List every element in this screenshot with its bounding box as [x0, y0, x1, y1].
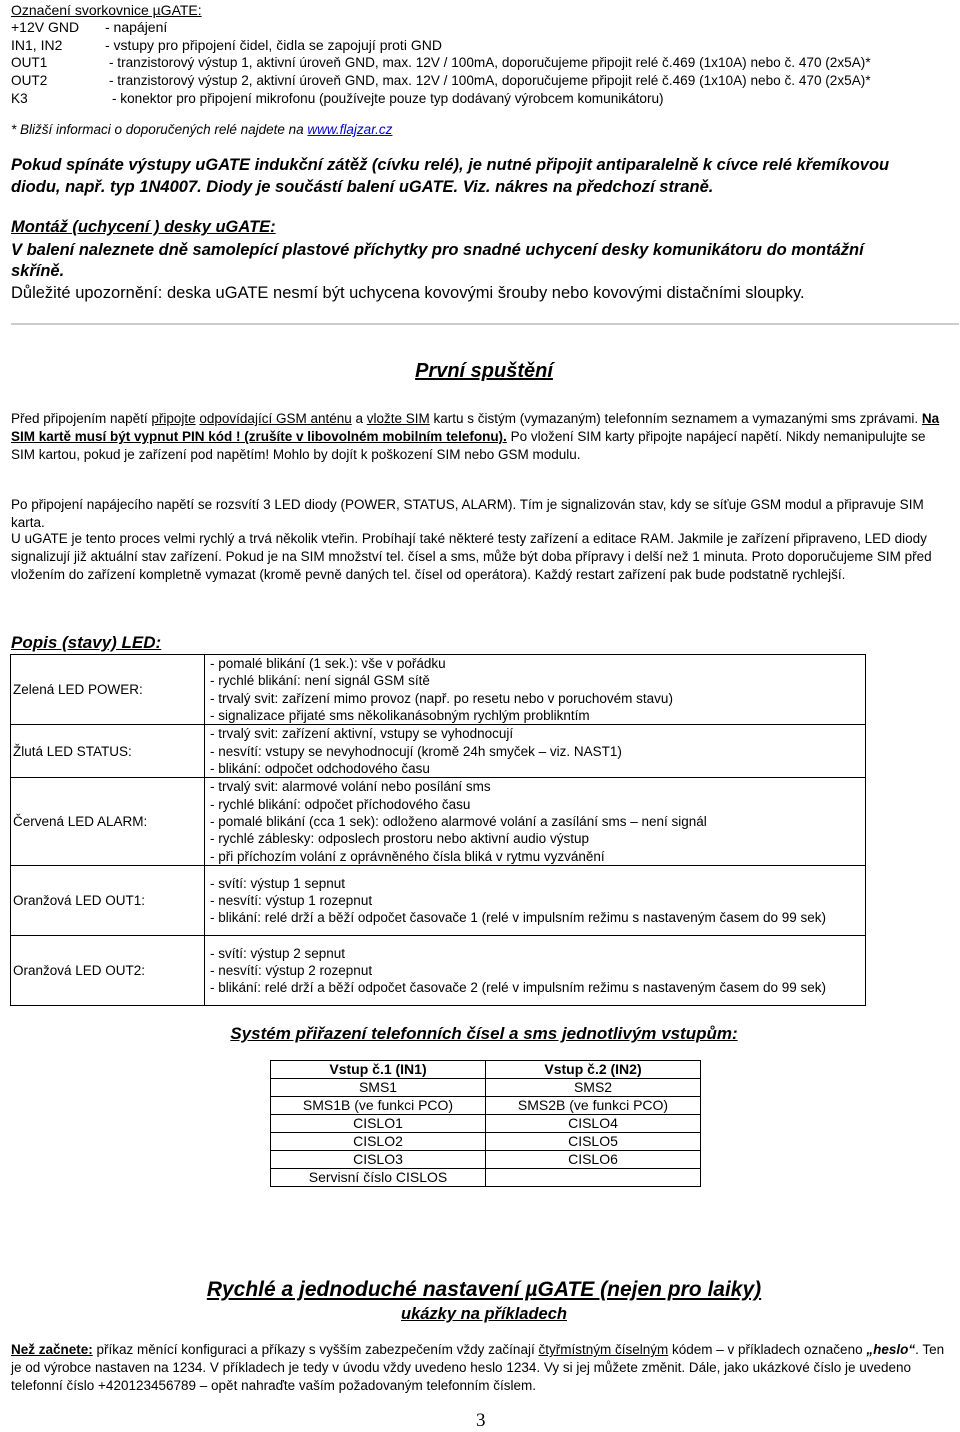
quick-text3: . Ten je od výrobce nastaven na 1234. V příkladech je tedy v úvodu vždy uvedeno heslo 1234. Vy si jej můžete změnit. Dále, jako ukázkové číslo je uvedeno telefonní číslo +420123456789 – opět nahraďte vaším požadovaným telefonním číslem.: [11, 1342, 945, 1393]
led-line: - trvalý svit: zařízení mimo provoz (např. po resetu nebo v poruchovém stavu): [210, 690, 673, 706]
assign-cell: CISLO5: [486, 1133, 701, 1151]
first-start-p1: [11, 410, 953, 464]
quick-text2: kódem – v příkladech označeno: [668, 1342, 867, 1357]
p1-and: a: [351, 411, 367, 426]
led-name: Oranžová LED OUT1:: [11, 866, 205, 936]
led-desc: [205, 936, 866, 1006]
led-line: - nesvítí: vstupy se nevyhodnocují (kromě 24h smyček – viz. NAST1): [210, 743, 622, 759]
assign-cell: SMS1B (ve funkci PCO): [271, 1097, 486, 1115]
led-desc: [205, 655, 866, 725]
led-line: - pomalé blikání (1 sek.): vše v pořádku: [210, 656, 446, 671]
assign-header-row: [271, 1061, 701, 1079]
assign-row: [271, 1151, 701, 1169]
assign-table: [270, 1060, 701, 1187]
led-line: - blikání: relé drží a běží odpočet časovače 2 (relé v impulsním režimu s nastaveným časem do 99 sek): [210, 980, 827, 996]
led-line: - svítí: výstup 2 sepnut: [210, 945, 346, 961]
mount-heading: Montáž (uchycení ) desky uGATE:: [11, 218, 276, 236]
led-row: [11, 725, 866, 778]
important-note: [11, 284, 805, 303]
terminal-desc: - napájení: [105, 19, 168, 35]
quick-title: Rychlé a jednoduché nastavení µGATE (nejen pro laiky): [206, 1278, 762, 1301]
led-line: - svítí: výstup 1 sepnut: [210, 875, 346, 891]
led-table: [10, 654, 866, 1006]
led-desc: [205, 866, 866, 936]
assign-row: [271, 1169, 701, 1187]
mount-text: V balení naleznete dně samolepící plastové příchytky pro snadné uchycení desky komunikátoru do montážní skříně.: [11, 241, 864, 280]
p1-pin-warning: Na SIM kartě musí být vypnut PIN kód ! (zrušíte v libovolném mobilním telefonu).: [11, 411, 940, 444]
important-label: Důležité upozornění:: [11, 284, 163, 302]
first-start-p2: Po připojení napájecího napětí se rozsvítí 3 LED diody (POWER, STATUS, ALARM). Tím je signalizován stav, kdy se síťuje GSM modul a připravuje SIM karta.: [11, 497, 924, 530]
quick-text: příkaz měnící konfiguraci a příkazy s vyšším zabezpečením vždy začínají: [92, 1342, 539, 1357]
led-line: - blikání: odpočet odchodového času: [210, 760, 430, 776]
p1-sim: vložte SIM: [366, 411, 430, 426]
relay-note: [11, 122, 392, 137]
led-row: [11, 936, 866, 1006]
assign-row: [271, 1115, 701, 1133]
assign-cell: CISLO3: [271, 1151, 486, 1169]
terminal-key: K3: [11, 91, 28, 106]
assign-row: [271, 1133, 701, 1151]
diode-warning: Pokud spínáte výstupy uGATE indukční zátěž (cívku relé), je nutné připojit antiparalelně k cívce relé křemíkovou diodu, např. typ 1N4007. Diody je součástí balení uGATE. Viz. nákres na předchozí straně.: [11, 156, 890, 196]
quick-label: Než začnete:: [11, 1342, 93, 1357]
terminal-desc: - tranzistorový výstup 1, aktivní úroveň GND, max. 12V / 100mA, doporučujeme připojit relé č.469 (1x10A) nebo č. 470 (2x5A)*: [109, 55, 871, 70]
service-number-cell: Servisní číslo CISLOS: [271, 1169, 486, 1187]
led-line: - rychlé záblesky: odposlech prostoru nebo aktivní audio výstup: [210, 831, 589, 847]
led-desc: [205, 778, 866, 866]
led-row: [11, 866, 866, 936]
terminal-desc: - vstupy pro připojení čidel, čidla se zapojují proti GND: [105, 37, 442, 53]
led-line: - trvalý svit: alarmové volání nebo posílání sms: [210, 779, 491, 795]
p1-antenna: odpovídající GSM anténu: [199, 411, 352, 426]
col-in1: Vstup č.1 (IN1): [271, 1061, 486, 1079]
first-start-title: První spuštění: [415, 360, 553, 382]
assign-heading: Systém přiřazení telefonních čísel a sms jednotlivým vstupům:: [230, 1024, 738, 1043]
terminals-title: Označení svorkovnice µGATE:: [11, 2, 202, 18]
led-name: Oranžová LED OUT2:: [11, 936, 205, 1006]
assign-cell: CISLO4: [486, 1115, 701, 1133]
led-line: - pomalé blikání (cca 1 sek): odloženo alarmové volání a zasílání sms – není signál: [210, 814, 707, 830]
assign-cell: CISLO6: [486, 1151, 701, 1169]
led-line: - nesvítí: výstup 1 rozepnut: [210, 893, 373, 909]
led-line: - nesvítí: výstup 2 rozepnut: [210, 963, 373, 979]
quick-subtitle: ukázky na příkladech: [401, 1305, 567, 1323]
assign-cell: CISLO1: [271, 1115, 486, 1133]
assign-cell-empty: [486, 1169, 701, 1187]
flajzar-link[interactable]: www.flajzar.cz: [307, 122, 393, 137]
terminal-key: +12V GND: [11, 19, 80, 35]
led-line: - trvalý svit: zařízení aktivní, vstupy se vyhodnocují: [210, 726, 514, 742]
p1-text: Před připojením napětí: [11, 411, 152, 426]
led-line: - signalizace přijaté sms několikanásobným rychlým problikntím: [210, 707, 590, 723]
page-number: 3: [476, 1410, 486, 1431]
first-start-p3: U uGATE je tento proces velmi rychlý a trvá několik vteřin. Probíhají také některé testy zařízení a editace RAM. Jakmile je zařízení připraveno, LED diody signalizují již aktuální stav zařízení. Pokud je na SIM množství tel. čísel a sms, může být doba přípravy i delší než 1 minuta. Proto doporučujeme SIM před vložením do zařízení kompletně vymazat (kromě pevně daných tel. čísel od operátora). Každý restart zařízení pak bude podstatně rychlejší.: [11, 531, 932, 582]
led-row: [11, 655, 866, 725]
quick-heslo: „heslo“: [866, 1342, 916, 1357]
led-heading: Popis (stavy) LED:: [11, 633, 162, 652]
section-divider: [11, 323, 959, 325]
terminal-key: OUT2: [11, 73, 48, 88]
terminal-key: IN1, IN2: [11, 37, 63, 53]
led-line: - blikání: relé drží a běží odpočet časovače 1 (relé v impulsním režimu s nastaveným časem do 99 sek): [210, 910, 827, 926]
led-name: Žlutá LED STATUS:: [11, 725, 205, 778]
assign-cell: SMS2: [486, 1079, 701, 1097]
terminal-desc: - konektor pro připojení mikrofonu (používejte pouze typ dodávaný výrobcem komunikátoru): [112, 91, 664, 106]
led-name: Zelená LED POWER:: [11, 655, 205, 725]
terminal-key: OUT1: [11, 55, 48, 70]
assign-row: [271, 1097, 701, 1115]
assign-cell: CISLO2: [271, 1133, 486, 1151]
led-line: - rychlé blikání: odpočet příchodového času: [210, 796, 471, 812]
assign-row: [271, 1079, 701, 1097]
led-row: [11, 778, 866, 866]
assign-cell: SMS2B (ve funkci PCO): [486, 1097, 701, 1115]
led-line: - rychlé blikání: není signál GSM sítě: [210, 673, 430, 689]
p1-text3: Po vložení SIM karty připojte napájecí napětí. Nikdy nemanipulujte se SIM kartou, pokud je zařízení pod napětím! Mohlo by dojít k poškození SIM nebo GSM modulu.: [11, 429, 926, 462]
col-in2: Vstup č.2 (IN2): [486, 1061, 701, 1079]
terminal-desc: - tranzistorový výstup 2, aktivní úroveň GND, max. 12V / 100mA, doporučujeme připojit relé č.469 (1x10A) nebo č. 470 (2x5A)*: [109, 73, 871, 88]
led-desc: [205, 725, 866, 778]
assign-cell: SMS1: [271, 1079, 486, 1097]
quick-intro: [11, 1341, 953, 1395]
p1-text2: kartu s čistým (vymazaným) telefonním seznamem a vymazanými sms zprávami.: [429, 411, 922, 426]
led-line: - při příchozím volání z oprávněného čísla bliká v rytmu vyzvánění: [210, 848, 605, 864]
quick-four-digit: čtyřmístným číselným: [538, 1342, 669, 1357]
relay-note-text: * Bližší informaci o doporučených relé najdete na: [11, 122, 308, 137]
important-text: deska uGATE nesmí být uchycena kovovými šrouby nebo kovovými distačními sloupky.: [162, 284, 805, 302]
led-name: Červená LED ALARM:: [11, 778, 205, 866]
p1-connect: připojte: [151, 411, 196, 426]
